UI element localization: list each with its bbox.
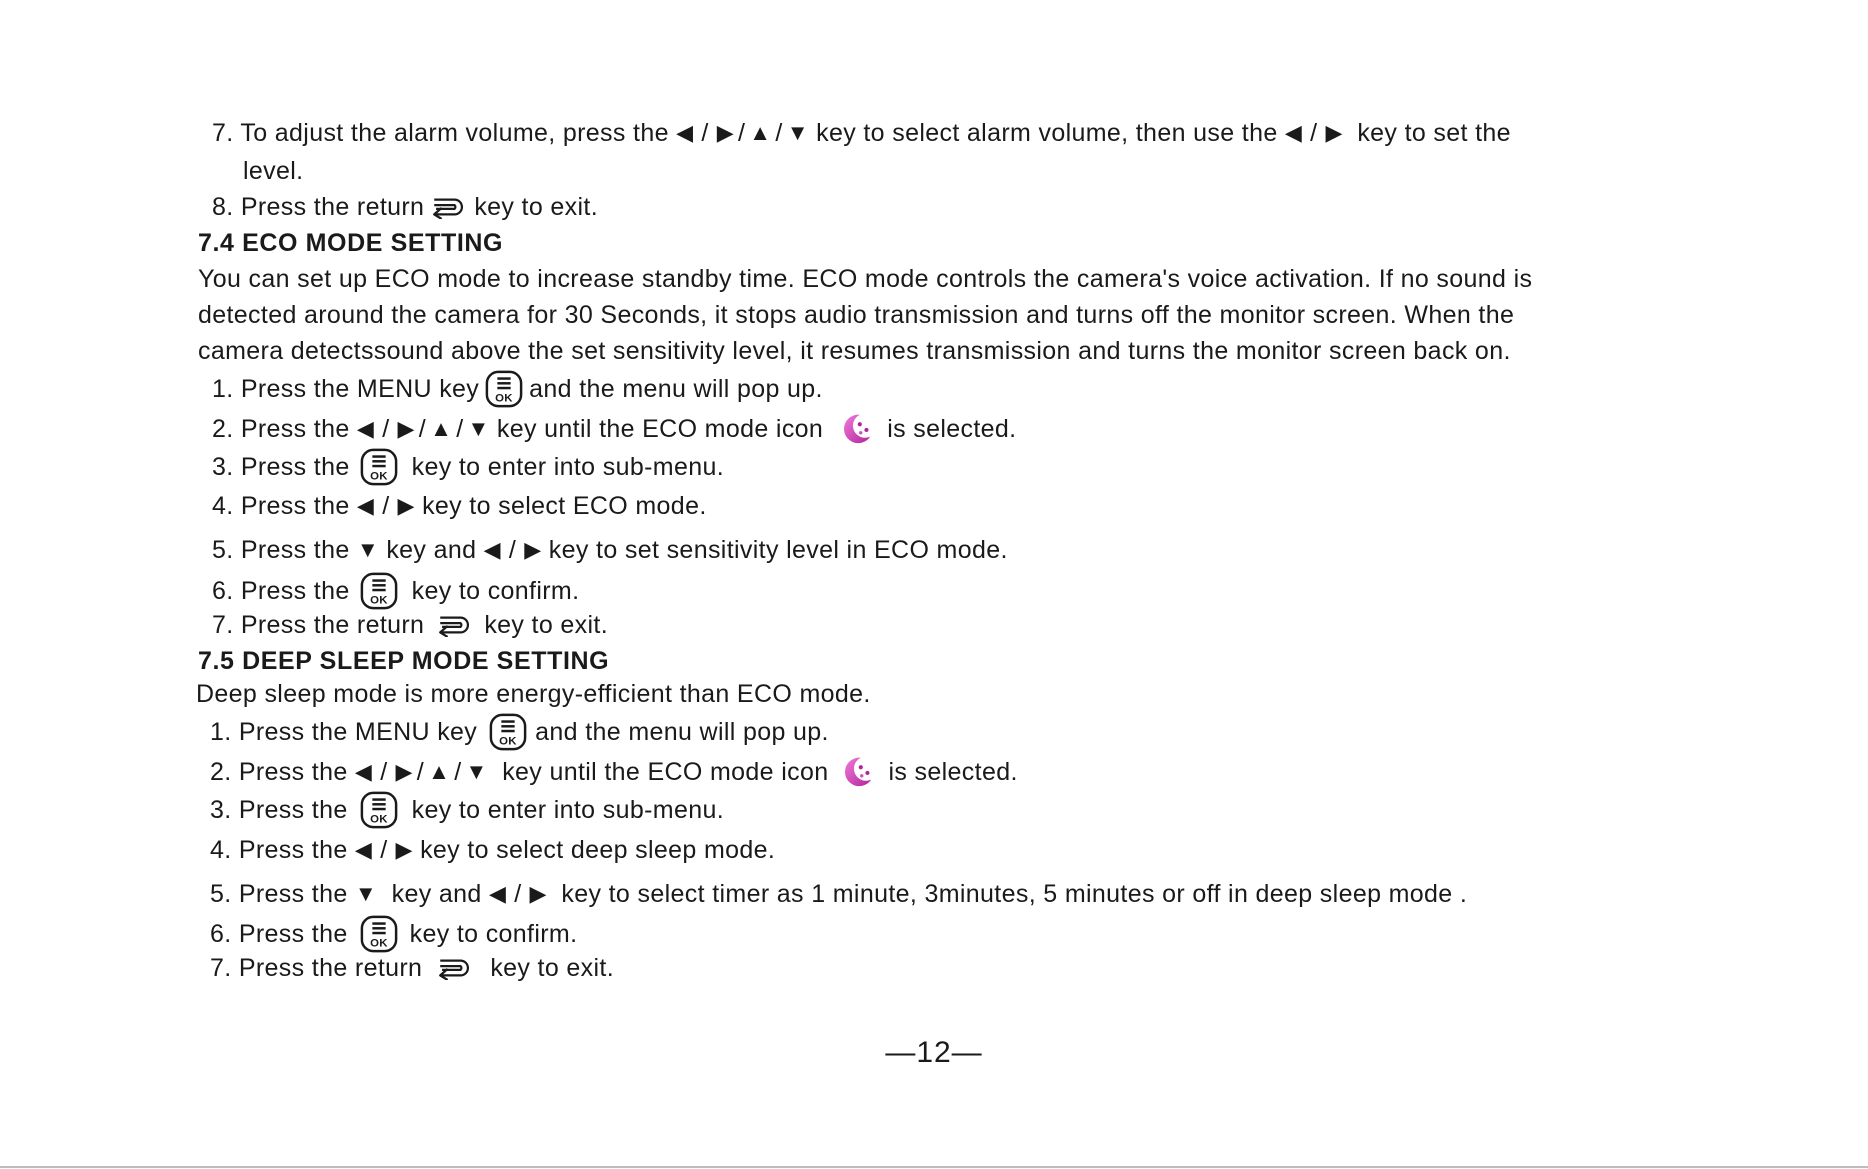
right-arrow-icon: ▶: [395, 759, 413, 784]
right-arrow-icon: ▶: [395, 837, 413, 862]
section-heading-eco-mode: 7.4 ECO MODE SETTING: [198, 229, 504, 257]
left-arrow-icon: ◀: [483, 537, 501, 562]
menu-ok-key-icon: [360, 915, 398, 953]
eco-step-6: 6. Press the key to confirm.: [212, 572, 579, 610]
eco-step-3: 3. Press the key to enter into sub-menu.: [212, 448, 724, 486]
deep-step-4: 4. Press the ◀ / ▶ key to select deep sleep mode.: [210, 836, 776, 864]
deep-step-3: 3. Press the key to enter into sub-menu.: [210, 791, 724, 829]
step-7-alarm-volume: 7. To adjust the alarm volume, press the ◀ / ▶ / ▲ / ▼ key to select alarm volume, then use the ◀ / ▶ key to set the: [212, 119, 1511, 147]
down-arrow-icon: ▼: [354, 881, 378, 906]
left-arrow-icon: ◀: [354, 837, 373, 862]
eco-step-4: 4. Press the ◀ / ▶ key to select ECO mode.: [212, 492, 707, 520]
step-7-continuation: level.: [243, 157, 304, 185]
right-arrow-icon: ▶: [529, 881, 547, 906]
up-arrow-icon: ▲: [430, 416, 453, 441]
deep-step-1: 1. Press the MENU key and the menu will pop up.: [210, 713, 829, 751]
menu-ok-key-icon: [360, 791, 398, 829]
up-arrow-icon: ▲: [749, 120, 772, 145]
left-arrow-icon: ◀: [354, 759, 373, 784]
return-key-icon: [436, 613, 474, 637]
deep-step-6: 6. Press the key to confirm.: [210, 915, 577, 953]
eco-moon-icon: [837, 410, 875, 448]
eco-step-7: 7. Press the return key to exit.: [212, 611, 609, 639]
page-bottom-rule: [0, 1166, 1868, 1168]
menu-ok-key-icon: [360, 572, 398, 610]
deep-step-2: 2. Press the ◀ / ▶ / ▲ / ▼ key until the ECO mode icon is selected.: [210, 753, 1018, 791]
right-arrow-icon: ▶: [397, 493, 415, 518]
eco-paragraph-line-1: You can set up ECO mode to increase standby time. ECO mode controls the camera's voice activation. If no sound is: [198, 265, 1533, 293]
left-arrow-icon: ◀: [676, 120, 694, 145]
right-arrow-icon: ▶: [716, 120, 734, 145]
left-arrow-icon: ◀: [488, 881, 507, 906]
section-heading-deep-sleep: 7.5 DEEP SLEEP MODE SETTING: [198, 647, 610, 675]
menu-ok-key-icon: [485, 370, 523, 408]
deep-step-7: 7. Press the return key to exit.: [210, 954, 615, 982]
return-key-icon: [436, 956, 474, 980]
right-arrow-icon: ▶: [1325, 120, 1343, 145]
down-arrow-icon: ▼: [465, 759, 488, 784]
eco-step-1: 1. Press the MENU key and the menu will pop up.: [212, 370, 823, 408]
eco-paragraph-line-2: detected around the camera for 30 Seconds, it stops audio transmission and turns off the monitor screen. When the: [198, 301, 1515, 329]
deep-paragraph: Deep sleep mode is more energy-efficient than ECO mode.: [196, 680, 871, 708]
step-8-exit: 8. Press the return key to exit.: [212, 193, 599, 221]
deep-step-5: 5. Press the ▼ key and ◀ / ▶ key to select timer as 1 minute, 3minutes, 5 minutes or off in deep sleep mode .: [210, 880, 1468, 908]
down-arrow-icon: ▼: [467, 416, 490, 441]
menu-ok-key-icon: [489, 713, 527, 751]
down-arrow-icon: ▼: [786, 120, 809, 145]
right-arrow-icon: ▶: [524, 537, 542, 562]
menu-ok-key-icon: [360, 448, 398, 486]
left-arrow-icon: ◀: [356, 416, 375, 441]
left-arrow-icon: ◀: [356, 493, 375, 518]
return-key-icon: [430, 195, 468, 219]
page-number: —12—: [885, 1036, 983, 1069]
down-arrow-icon: ▼: [356, 537, 380, 562]
right-arrow-icon: ▶: [397, 416, 415, 441]
eco-step-2: 2. Press the ◀ / ▶ / ▲ / ▼ key until the ECO mode icon is selected.: [212, 410, 1016, 448]
left-arrow-icon: ◀: [1284, 120, 1303, 145]
eco-paragraph-line-3: camera detectssound above the set sensitivity level, it resumes transmission and turns the monitor screen back on.: [198, 337, 1511, 365]
eco-moon-icon: [838, 753, 876, 791]
up-arrow-icon: ▲: [428, 759, 451, 784]
eco-step-5: 5. Press the ▼ key and ◀ / ▶ key to set sensitivity level in ECO mode.: [212, 536, 1008, 564]
